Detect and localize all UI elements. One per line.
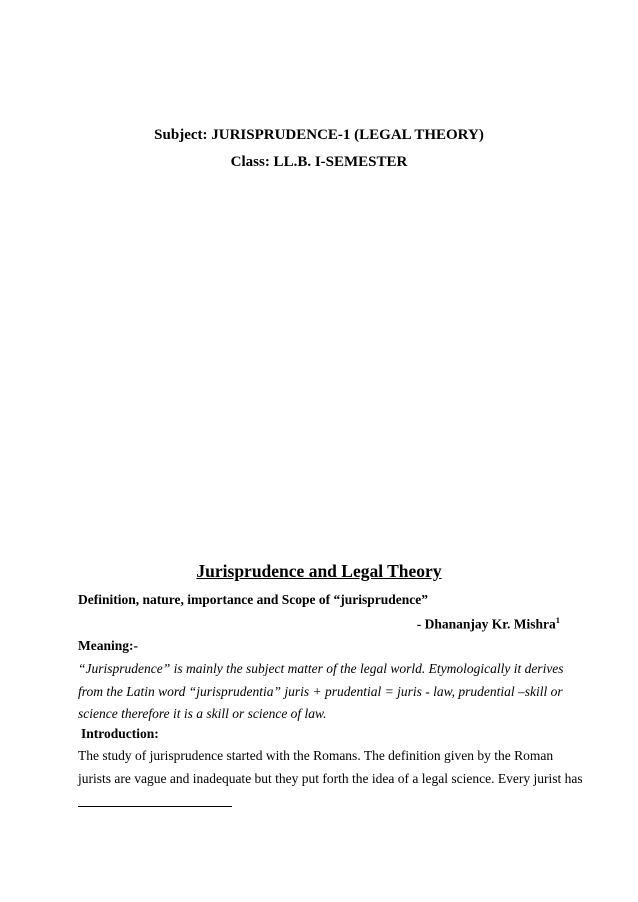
- class-heading: Class: LL.B. I-SEMESTER: [230, 154, 408, 170]
- meaning-text-line: “Jurisprudence” is mainly the subject matter of the legal world. Etymologically it derives: [78, 661, 564, 676]
- definition-subtitle: Definition, nature, importance and Scope of “jurisprudence”: [78, 592, 428, 607]
- footnote-mark: 1: [555, 615, 560, 625]
- author-line: [417, 615, 560, 633]
- meaning-text-line: from the Latin word “jurisprudentia” juris + prudential = juris - law, prudential –skill or: [78, 684, 563, 699]
- introduction-text-line: jurists are vague and inadequate but they put forth the idea of a legal science. Every jurist has: [78, 771, 583, 786]
- meaning-heading: Meaning:-: [78, 638, 138, 653]
- article-title: Jurisprudence and Legal Theory: [196, 561, 442, 581]
- author-name: - Dhananjay Kr. Mishra: [416, 616, 556, 632]
- subject-heading: Subject: JURISPRUDENCE-1 (LEGAL THEORY): [154, 127, 484, 143]
- introduction-heading: Introduction:: [81, 726, 159, 741]
- introduction-text-line: The study of jurisprudence started with the Romans. The definition given by the Roman: [78, 748, 554, 763]
- footnote-separator: [78, 806, 232, 807]
- meaning-text-line: science therefore it is a skill or science of law.: [78, 706, 327, 721]
